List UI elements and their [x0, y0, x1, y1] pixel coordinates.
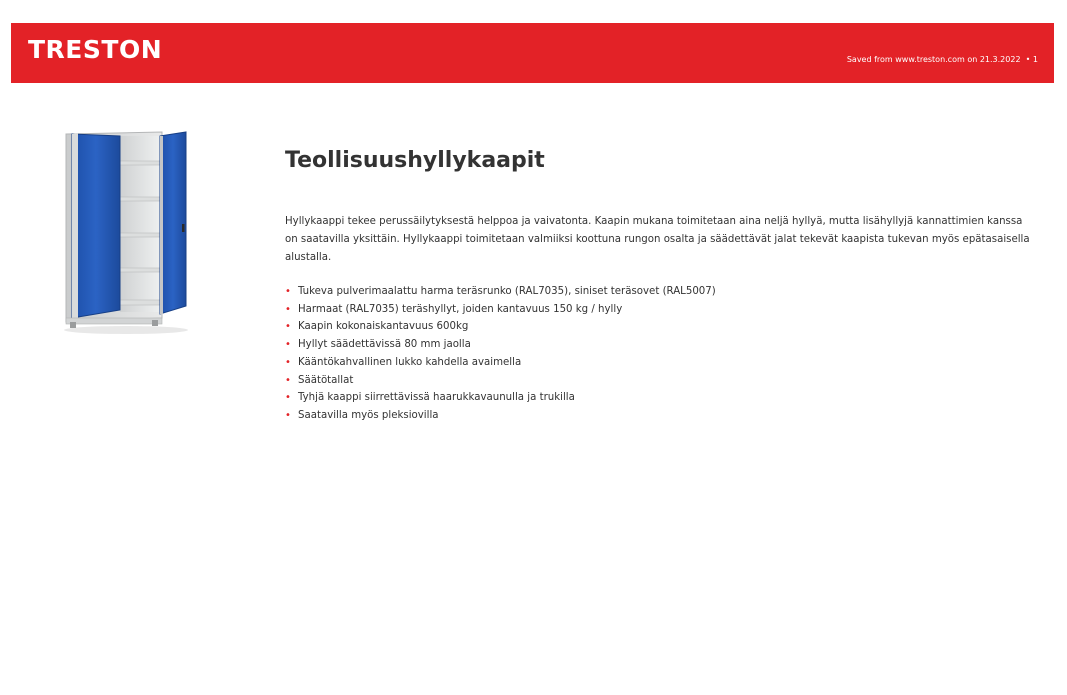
bullet-icon: •: [285, 339, 291, 351]
list-item: [285, 283, 1035, 301]
treston-logo[interactable]: TRESTON: [28, 35, 163, 64]
saved-note: Saved from www.treston.com on 21.3.2022 • 1: [846, 55, 1038, 64]
bullet-icon: •: [285, 286, 291, 297]
bullet-icon: •: [285, 356, 291, 368]
list-item: [285, 389, 1035, 407]
cabinet-image: [58, 128, 198, 338]
feature-text: Tukeva pulverimaalattu harma teräsrunko (RAL7035), siniset teräsovet (RAL5007): [298, 286, 716, 297]
bullet-icon: •: [285, 392, 291, 404]
product-content: [285, 147, 1035, 425]
feature-list: [285, 283, 1035, 425]
feature-text: Säätötallat: [298, 374, 354, 386]
feature-text: Kääntökahvallinen lukko kahdella avaimella: [298, 356, 522, 368]
feature-text: Hyllyt säädettävissä 80 mm jaolla: [298, 339, 471, 351]
list-item: [285, 354, 1035, 372]
feature-text: Saatavilla myös pleksiovilla: [298, 409, 439, 421]
bullet-icon: •: [285, 374, 291, 386]
bullet-icon: •: [285, 321, 291, 333]
feature-text: Harmaat (RAL7035) teräshyllyt, joiden kantavuus 150 kg / hylly: [298, 303, 623, 315]
feature-text: Tyhjä kaappi siirrettävissä haarukkavaunulla ja trukilla: [298, 392, 575, 404]
list-item: [285, 336, 1035, 354]
list-item: [285, 318, 1035, 336]
list-item: [285, 301, 1035, 319]
bullet-icon: •: [285, 409, 291, 421]
list-item: [285, 407, 1035, 425]
list-item: [285, 372, 1035, 390]
saved-note-text: Saved from www.treston.com on 21.3.2022: [846, 55, 1021, 64]
product-description: Hyllykaappi tekee perussäilytyksestä helppoa ja vaivatonta. Kaapin mukana toimitetaan aina neljä hyllyä, mutta lisähyllyjä kannattimien kanssa on saatavilla yksittäin. Hyllykaappi toimitetaan valmiiksi koottuna rungon osalta ja säädettävät jalat tekevät kaapista tukevan myös epätasaisella alustalla.: [285, 216, 1030, 263]
page-number: 1: [1032, 55, 1038, 64]
header-bar: [11, 23, 1054, 83]
bullet-icon: •: [285, 303, 291, 315]
feature-text: Kaapin kokonaiskantavuus 600kg: [298, 321, 469, 333]
page-title: Teollisuushyllykaapit: [285, 148, 545, 173]
